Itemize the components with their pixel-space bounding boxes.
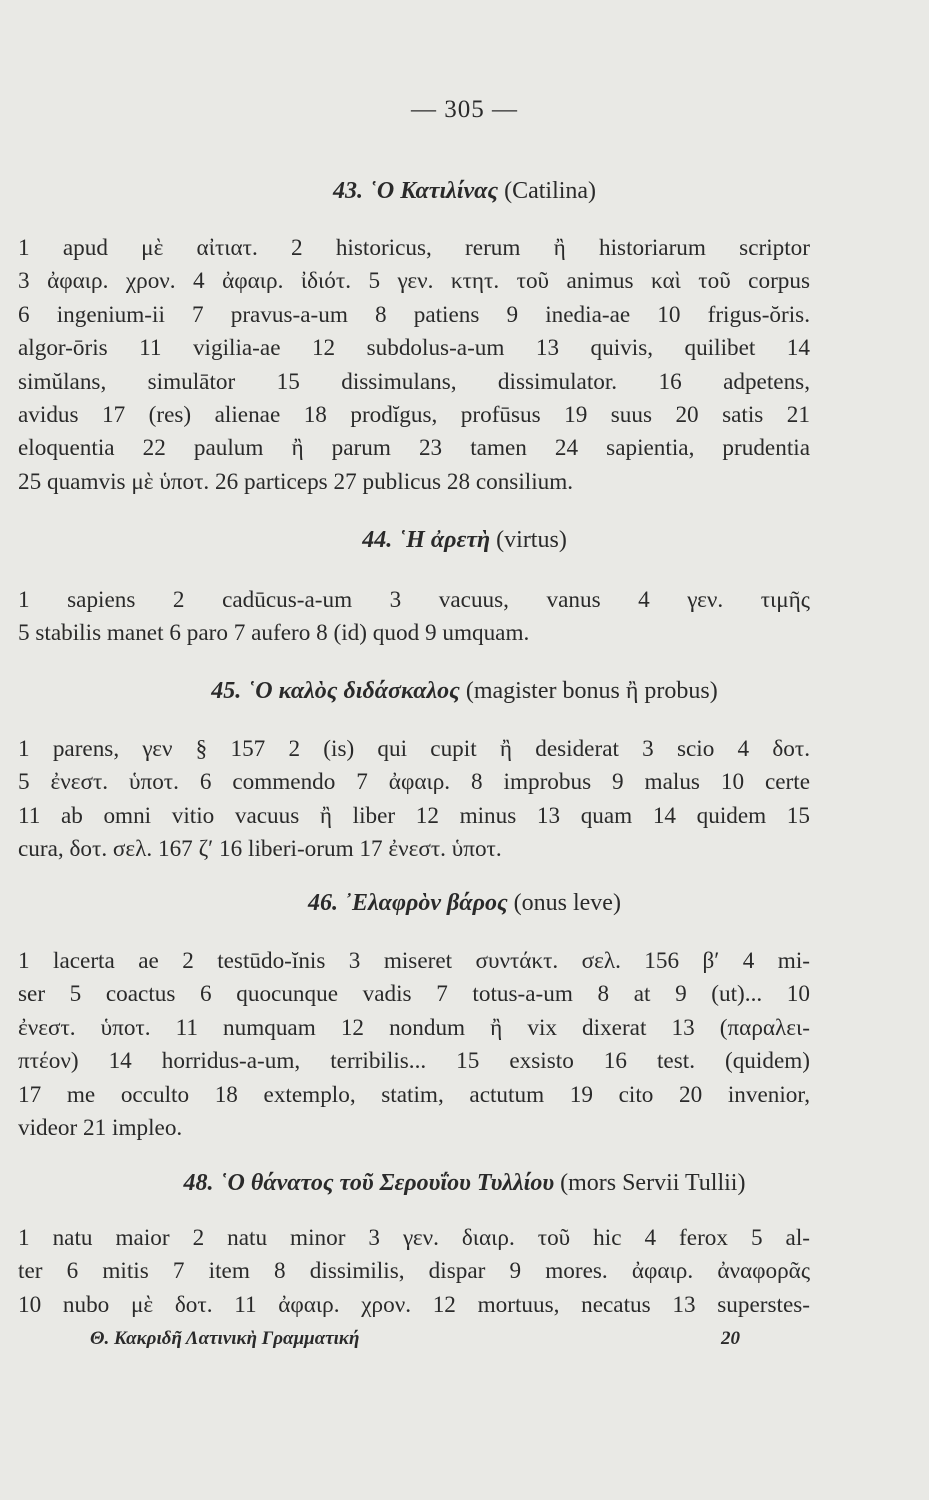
section-greek-title: ῾Η ἀρετὴ <box>398 527 491 553</box>
text-line: 11 ab omni vitio vacuus ἢ liber 12 minus 13 quam 14 quidem 15 <box>18 802 810 829</box>
footer-sheet-number: 20 <box>721 1328 740 1349</box>
text-line: simŭlans, simulātor 15 dissimulans, dissimulator. 16 adpetens, <box>18 368 810 395</box>
section-heading-46 <box>0 890 929 917</box>
text-line: ter 6 mitis 7 item 8 dissimilis, dispar 9 mores. ἀφαιρ. ἀναφορᾶς <box>18 1258 810 1285</box>
section-heading-44 <box>0 527 929 554</box>
section-body-48 <box>18 1222 810 1322</box>
section-latin-title: (magister bonus ἢ probus) <box>465 678 718 704</box>
section-body-45 <box>18 733 810 867</box>
text-line: 3 ἀφαιρ. χρον. 4 ἀφαιρ. ἰδιότ. 5 γεν. κτητ. τοῦ animus καὶ τοῦ corpus <box>18 268 810 295</box>
section-latin-title: (mors Servii Tullii) <box>560 1170 746 1196</box>
text-line: 1 sapiens 2 cadūcus-a-um 3 vacuus, vanus 4 γεν. τιμῆς <box>18 587 810 613</box>
section-latin-title: (onus leve) <box>513 890 621 916</box>
section-heading-45 <box>0 678 929 705</box>
section-number: 43. <box>332 178 363 204</box>
section-number: 48. <box>183 1170 214 1196</box>
text-line: eloquentia 22 paulum ἢ parum 23 tamen 24 sapientia, prudentia <box>18 435 810 462</box>
text-line: 1 apud μὲ αἰτιατ. 2 historicus, rerum ἢ historiarum scriptor <box>18 235 810 261</box>
section-latin-title: (Catilina) <box>504 178 597 204</box>
text-line: 6 ingenium-ii 7 pravus-a-um 8 patiens 9 inedia-ae 10 frigus-ŏris. <box>18 301 810 328</box>
text-line: algor-ōris 11 vigilia-ae 12 subdolus-a-um 13 quivis, quilibet 14 <box>18 335 810 362</box>
section-greek-title: ῾Ο Κατιλίνας <box>368 178 499 204</box>
section-number: 46. <box>308 890 339 916</box>
footer-author: Θ. Κακριδῆ Λατινικὴ Γραμματική <box>90 1328 360 1349</box>
section-number: 44. <box>362 527 393 553</box>
section-heading-43 <box>0 178 929 205</box>
text-line: 10 nubo μὲ δοτ. 11 ἀφαιρ. χρον. 12 mortuus, necatus 13 superstes- <box>18 1291 810 1318</box>
section-greek-title: ῾Ο θάνατος τοῦ Σερουΐου Τυλλίου <box>219 1170 555 1196</box>
page-number: — 305 — <box>411 96 518 123</box>
page-footer <box>90 1328 740 1350</box>
section-greek-title: ῾Ο καλὸς διδάσκαλος <box>247 678 460 704</box>
text-line: 17 me occulto 18 extemplo, statim, actutum 19 cito 20 invenior, <box>18 1081 810 1108</box>
section-body-46 <box>18 945 810 1145</box>
text-line: 1 natu maior 2 natu minor 3 γεν. διαιρ. τοῦ hic 4 ferox 5 al- <box>18 1225 810 1251</box>
section-body-43 <box>18 232 810 499</box>
text-line: 25 quamvis μὲ ὑποτ. 26 particeps 27 publicus 28 consilium. <box>18 468 574 495</box>
section-body-44 <box>18 584 810 651</box>
text-line: avidus 17 (res) alienae 18 prodĭgus, profūsus 19 suus 20 satis 21 <box>18 402 810 429</box>
text-line: ser 5 coactus 6 quocunque vadis 7 totus-a-um 8 at 9 (ut)... 10 <box>18 981 810 1008</box>
section-heading-48 <box>0 1170 929 1197</box>
text-line: 5 stabilis manet 6 paro 7 aufero 8 (id) quod 9 umquam. <box>18 620 530 647</box>
text-line: 1 parens, γεν § 157 2 (is) qui cupit ἢ desiderat 3 scio 4 δοτ. <box>18 736 810 762</box>
text-line: videor 21 impleo. <box>18 1115 183 1142</box>
text-line: 1 lacerta ae 2 testūdo-ĭnis 3 miseret συντάκτ. σελ. 156 β′ 4 mi- <box>18 948 810 974</box>
text-line: 5 ἐνεστ. ὑποτ. 6 commendo 7 ἀφαιρ. 8 improbus 9 malus 10 certe <box>18 769 810 796</box>
text-line: ἐνεστ. ὑποτ. 11 numquam 12 nondum ἢ vix dixerat 13 (παραλει- <box>18 1014 810 1041</box>
text-line: πτέον) 14 horridus-a-um, terribilis... 15 exsisto 16 test. (quidem) <box>18 1048 810 1075</box>
section-number: 45. <box>211 678 242 704</box>
text-line: cura, δοτ. σελ. 167 ζ′ 16 liberi-orum 17 ἐνεστ. ὑποτ. <box>18 836 502 863</box>
section-latin-title: (virtus) <box>496 527 567 553</box>
section-greek-title: ᾿Ελαφρὸν βάρος <box>344 890 508 916</box>
